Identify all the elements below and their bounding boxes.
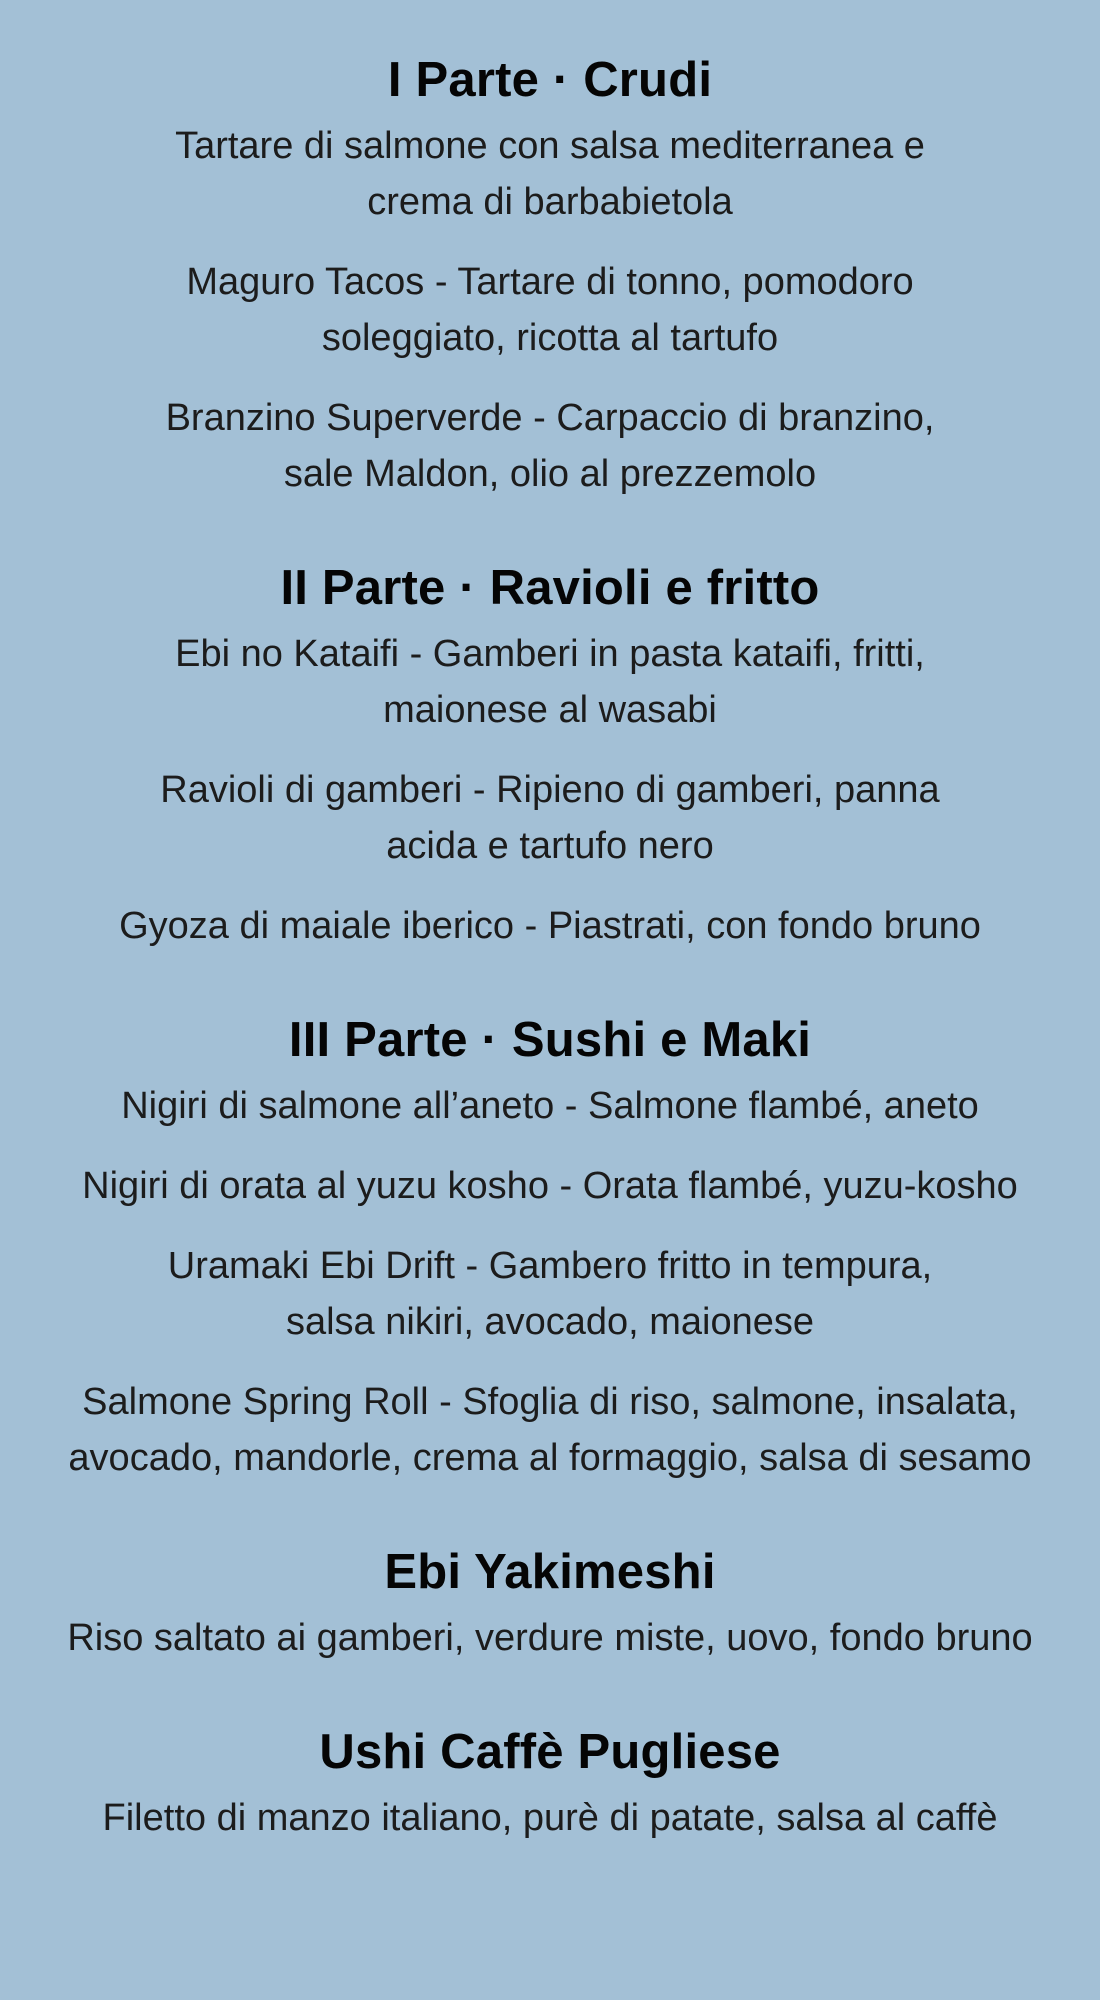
dish-item [140,626,960,738]
dish-line: sale Maldon, olio al prezzemolo [283,453,817,495]
dish-item [130,1238,970,1350]
section-title: II Parte · Ravioli e fritto [280,561,820,615]
section-gap [0,1486,1100,1538]
dish-item [140,762,960,874]
dish-item [140,254,960,366]
dish-line: Nigiri di salmone all’aneto - Salmone flambé, aneto [121,1085,979,1127]
section-gap [0,954,1100,1006]
dish-line: Salmone Spring Roll - Sfoglia di riso, salmone, insalata, [82,1381,1018,1423]
dish-item [20,898,1080,954]
section-title: I Parte · Crudi [387,53,713,107]
section-gap [0,502,1100,554]
dish-line: Maguro Tacos - Tartare di tonno, pomodoro [186,261,914,303]
dish-line: acida e tartufo nero [386,825,714,867]
section-ravioli-fritto [0,554,1100,954]
section-title: Ebi Yakimeshi [384,1545,716,1599]
section-ebi-yakimeshi [0,1538,1100,1666]
dish-item [140,118,960,230]
dish-line: Branzino Superverde - Carpaccio di branzino, [165,397,935,439]
dish-line: Filetto di manzo italiano, purè di patate, salsa al caffè [102,1797,998,1839]
dish-line: Ravioli di gamberi - Ripieno di gamberi, panna [160,769,940,811]
section-title: Ushi Caffè Pugliese [319,1725,781,1779]
dish-item [20,1158,1080,1214]
section-gap [0,1666,1100,1718]
dish-item [20,1610,1080,1666]
section-crudi [0,46,1100,502]
dish-line: avocado, mandorle, crema al formaggio, salsa di sesamo [68,1437,1032,1479]
dish-item [20,1078,1080,1134]
dish-item [20,1790,1080,1846]
dish-line: Nigiri di orata al yuzu kosho - Orata flambé, yuzu-kosho [82,1165,1018,1207]
dish-line: Gyoza di maiale iberico - Piastrati, con fondo bruno [119,905,981,947]
dish-line: crema di barbabietola [367,181,733,223]
dish-line: maionese al wasabi [383,689,717,731]
dish-line: Uramaki Ebi Drift - Gambero fritto in tempura, [167,1245,933,1287]
dish-item [140,390,960,502]
dish-line: salsa nikiri, avocado, maionese [285,1301,815,1343]
dish-line: Riso saltato ai gamberi, verdure miste, uovo, fondo bruno [67,1617,1033,1659]
section-title: III Parte · Sushi e Maki [288,1013,812,1067]
dish-line: soleggiato, ricotta al tartufo [321,317,779,359]
section-sushi-maki [0,1006,1100,1486]
dish-line: Tartare di salmone con salsa mediterranea e [175,125,925,167]
section-ushi-caffe-pugliese [0,1718,1100,1846]
dish-item [20,1374,1080,1486]
dish-line: Ebi no Kataifi - Gamberi in pasta kataifi, fritti, [175,633,925,675]
